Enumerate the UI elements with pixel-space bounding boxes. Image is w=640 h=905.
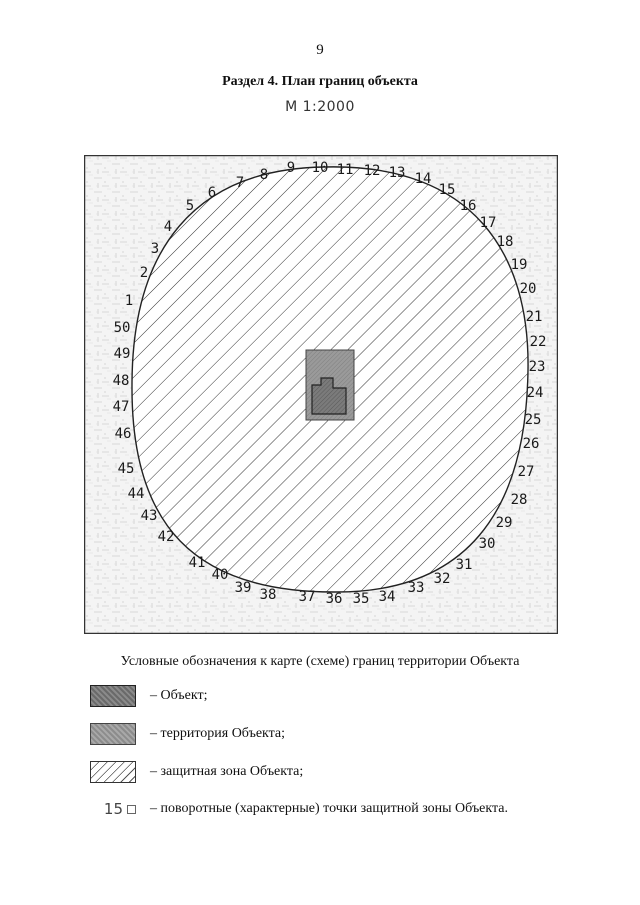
legend-title: Условные обозначения к карте (схеме) границ территории Объекта [120,654,520,669]
turning-point-label: 30 [478,536,496,552]
turning-point-label: 28 [510,492,528,508]
turning-point-label: 50 [113,320,131,336]
legend-points-label: – поворотные (характерные) точки защитной зоны Объекта. [150,801,509,816]
turning-point-label: 39 [234,580,252,596]
turning-point-label: 22 [529,334,547,350]
legend-territory-label: – территория Объекта; [150,726,286,741]
turning-point-label: 46 [114,426,132,442]
turning-point-label: 23 [528,359,546,375]
turning-point-label: 27 [517,464,535,480]
turning-point-label: 6 [207,185,217,201]
turning-point-label: 24 [526,385,544,401]
turning-point-label: 5 [185,198,195,214]
legend-zone-label: – защитная зона Объекта; [150,764,304,779]
legend-point-sample [90,800,136,818]
turning-point-label: 41 [188,555,206,571]
turning-point-label: 20 [519,281,537,297]
legend-object [90,684,207,708]
turning-point-label: 36 [325,591,343,607]
legend-points [90,797,508,821]
legend-territory-swatch [90,723,136,745]
turning-point-label: 48 [112,373,130,389]
turning-point-label: 7 [235,175,245,191]
turning-point-label: 45 [117,461,135,477]
turning-point-label: 42 [157,529,175,545]
legend-point-number: 15 [103,800,123,818]
point-marker-icon [127,805,136,814]
turning-point-label: 17 [479,215,497,231]
legend-object-label: – Объект; [150,688,208,703]
turning-point-label: 37 [298,589,316,605]
page-number: 9 [316,42,324,58]
turning-point-label: 32 [433,571,451,587]
turning-point-label: 19 [510,257,528,273]
turning-point-label: 1 [124,293,134,309]
boundary-map [84,155,558,634]
legend-territory [90,722,285,746]
turning-point-label: 18 [496,234,514,250]
turning-point-label: 40 [211,567,229,583]
turning-point-label: 21 [525,309,543,325]
turning-point-label: 44 [127,486,145,502]
legend-zone [90,760,303,784]
turning-point-label: 2 [139,265,149,281]
section-title: Раздел 4. План границ объекта [222,74,418,89]
turning-point-label: 14 [414,171,432,187]
turning-point-label: 43 [140,508,158,524]
turning-point-label: 35 [352,591,370,607]
turning-point-label: 12 [363,163,381,179]
turning-point-label: 4 [163,219,173,235]
turning-point-label: 11 [336,162,354,178]
map-scale: М 1:2000 [285,99,355,115]
turning-point-label: 3 [150,241,160,257]
turning-point-label: 15 [438,182,456,198]
turning-point-label: 9 [286,160,296,176]
legend-object-swatch [90,685,136,707]
turning-point-label: 34 [378,589,396,605]
turning-point-label: 8 [259,167,269,183]
turning-point-label: 38 [259,587,277,603]
turning-point-label: 26 [522,436,540,452]
turning-point-label: 10 [311,160,329,176]
turning-point-label: 29 [495,515,513,531]
legend-zone-swatch [90,761,136,783]
turning-point-label: 13 [388,165,406,181]
turning-point-label: 31 [455,557,473,573]
turning-point-label: 25 [524,412,542,428]
turning-point-label: 33 [407,580,425,596]
turning-point-label: 16 [459,198,477,214]
turning-point-label: 49 [113,346,131,362]
turning-point-label: 47 [112,399,130,415]
